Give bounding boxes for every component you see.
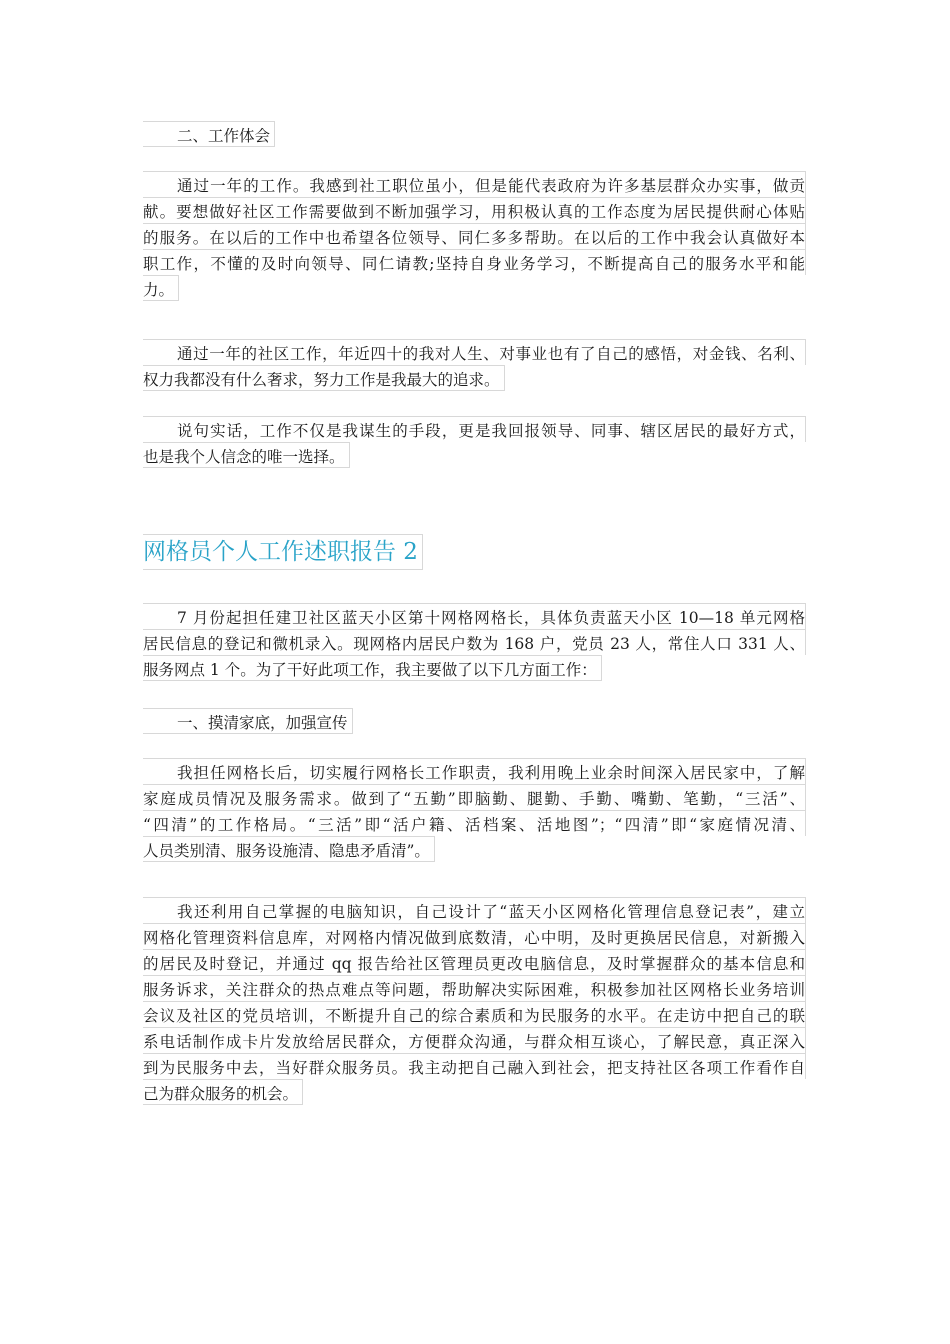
section1-paragraph-3 — [143, 416, 806, 472]
paragraph-line: 服务诉求，关注群众的热点难点等问题，帮助解决实际困难，积极参加社区网格长业务培训 — [143, 975, 806, 1001]
section1-paragraph-1 — [143, 171, 806, 305]
paragraph-line: 职工作，不懂的及时向领导、同仁请教;坚持自身业务学习，不断提高自己的服务水平和能 — [143, 249, 806, 275]
section1-paragraph-2 — [143, 339, 806, 395]
paragraph-line: 献。要想做好社区工作需要做到不断加强学习，用积极认真的工作态度为居民提供耐心体贴 — [143, 197, 806, 223]
paragraph-line: 我还利用自己掌握的电脑知识，自己设计了“蓝天小区网格化管理信息登记表”，建立 — [143, 897, 806, 923]
paragraph-line: 网格化管理资料信息库，对网格内情况做到底数清，心中明，及时更换居民信息，对新搬入 — [143, 923, 806, 949]
paragraph-line: 通过一年的社区工作，年近四十的我对人生、对事业也有了自己的感悟，对金钱、名利、 — [143, 339, 806, 365]
paragraph-line: 我担任网格长后，切实履行网格长工作职责，我利用晚上业余时间深入居民家中，了解 — [143, 758, 806, 784]
paragraph-line: 己为群众服务的机会。 — [143, 1079, 303, 1105]
section2-title: 网格员个人工作述职报告 2 — [143, 534, 423, 570]
paragraph-line: 居民信息的登记和微机录入。现网格内居民户数为 168 户，党员 23 人，常住人口 331 人、 — [143, 629, 806, 655]
paragraph-line: “四清”的工作格局。“三活”即“活户籍、活档案、活地图”；“四清”即“家庭情况清、 — [143, 810, 806, 836]
paragraph-line: 的服务。在以后的工作中也希望各位领导、同仁多多帮助。在以后的工作中我会认真做好本 — [143, 223, 806, 249]
section1-subheading: 二、工作体会 — [143, 121, 275, 147]
paragraph-line: 会议及社区的党员培训，不断提升自己的综合素质和为民服务的水平。在走访中把自己的联 — [143, 1001, 806, 1027]
paragraph-line: 通过一年的工作。我感到社工职位虽小，但是能代表政府为许多基层群众办实事，做贡 — [143, 171, 806, 197]
section2-paragraph-2 — [143, 897, 806, 1109]
paragraph-line: 人员类别清、服务设施清、隐患矛盾清”。 — [143, 836, 435, 862]
section2-intro — [143, 603, 806, 685]
paragraph-line: 系电话制作成卡片发放给居民群众，方便群众沟通，与群众相互谈心，了解民意，真正深入 — [143, 1027, 806, 1053]
paragraph-line: 权力我都没有什么奢求，努力工作是我最大的追求。 — [143, 365, 505, 391]
paragraph-line: 到为民服务中去，当好群众服务员。我主动把自己融入到社会，把支持社区各项工作看作自 — [143, 1053, 806, 1079]
paragraph-line: 服务网点 1 个。为了干好此项工作，我主要做了以下几方面工作： — [143, 655, 602, 681]
paragraph-line: 力。 — [143, 275, 179, 301]
section2-paragraph-1 — [143, 758, 806, 866]
paragraph-line: 7 月份起担任建卫社区蓝天小区第十网格网格长，具体负责蓝天小区 10—18 单元网格 — [143, 603, 806, 629]
paragraph-line: 的居民及时登记，并通过 qq 报告给社区管理员更改电脑信息，及时掌握群众的基本信息和 — [143, 949, 806, 975]
section1-subheading-block — [143, 121, 806, 151]
paragraph-line: 说句实话，工作不仅是我谋生的手段，更是我回报领导、同事、辖区居民的最好方式， — [143, 416, 806, 442]
paragraph-line: 也是我个人信念的唯一选择。 — [143, 442, 350, 468]
section2-subheading: 一、摸清家底，加强宣传 — [143, 708, 353, 734]
paragraph-line: 家庭成员情况及服务需求。做到了“五勤”即脑勤、腿勤、手勤、嘴勤、笔勤，“三活”、 — [143, 784, 806, 810]
section2-subheading-block — [143, 708, 806, 738]
